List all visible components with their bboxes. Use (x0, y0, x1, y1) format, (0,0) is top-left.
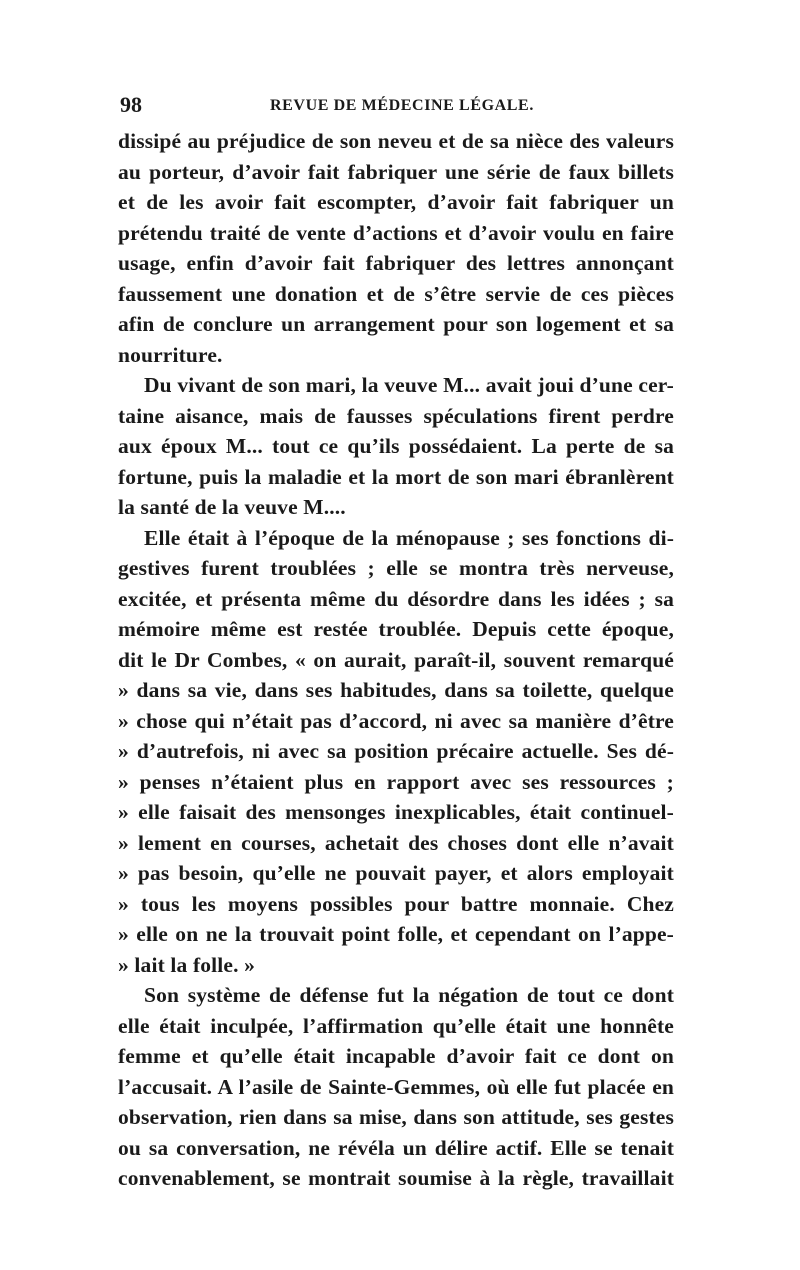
text-line: aux époux M... tout ce qu’ils possédaient. La perte de sa (118, 434, 674, 458)
text-line: excitée, et présenta même du désordre dans les idées ; sa (118, 586, 674, 611)
text-line: fortune, puis la maladie et la mort de son mari ébranlèrent (118, 464, 674, 489)
text-line: et de les avoir fait escompter, d’avoir fait fabriquer un (118, 190, 674, 214)
text-line: nourriture. (118, 342, 223, 367)
text-line: elle était inculpée, l’affirmation qu’elle était une honnête (118, 1013, 674, 1038)
page-number: 98 (120, 92, 142, 117)
text-line: » pas besoin, qu’elle ne pouvait payer, et alors employait (118, 861, 674, 885)
text-line: l’accusait. A l’asile de Sainte-Gemmes, où elle fut placée en (118, 1074, 674, 1099)
text-line: usage, enfin d’avoir fait fabriquer des lettres annonçant (118, 251, 674, 275)
text-line: ou sa conversation, ne révéla un délire actif. Elle se tenait (118, 1135, 674, 1160)
text-line: » dans sa vie, dans ses habitudes, dans sa toilette, quelque (118, 678, 674, 702)
text-line: taine aisance, mais de fausses spéculations firent perdre (118, 403, 674, 428)
text-line: » d’autrefois, ni avec sa position précaire actuelle. Ses dé- (118, 739, 674, 763)
text-line: dissipé au préjudice de son neveu et de sa nièce des valeurs (118, 129, 674, 153)
running-head: REVUE DE MÉDECINE LÉGALE. (270, 97, 534, 114)
body-text (118, 126, 674, 1194)
text-line: gestives furent troublées ; elle se montra très nerveuse, (118, 556, 674, 580)
text-line: la santé de la veuve M.... (118, 495, 346, 519)
text-line: au porteur, d’avoir fait fabriquer une série de faux billets (118, 159, 674, 184)
text-line: Du vivant de son mari, la veuve M... avait joui d’une cer- (144, 373, 674, 397)
text-line: » tous les moyens possibles pour battre monnaie. Chez (118, 891, 674, 916)
text-line: » chose qui n’était pas d’accord, ni avec sa manière d’être (118, 708, 674, 733)
text-line: » lait la folle. » (118, 952, 256, 977)
text-line: » lement en courses, achetait des choses dont elle n’avait (118, 830, 674, 855)
text-line: convenablement, se montrait soumise à la règle, travaillait (118, 1166, 674, 1190)
text-line: observation, rien dans sa mise, dans son attitude, ses gestes (118, 1105, 674, 1129)
text-line: dit le Dr Combes, « on aurait, paraît-il, souvent remarqué (118, 647, 674, 672)
page-header (120, 92, 690, 122)
text-line: » elle on ne la trouvait point folle, et cependant on l’appe- (118, 922, 674, 946)
text-line: faussement une donation et de s’être servie de ces pièces (118, 281, 674, 306)
text-line: Elle était à l’époque de la ménopause ; ses fonctions di- (144, 525, 674, 550)
text-line: afin de conclure un arrangement pour son logement et sa (118, 312, 674, 336)
text-line: mémoire même est restée troublée. Depuis cette époque, (118, 617, 674, 641)
text-line: » elle faisait des mensonges inexplicables, était continuel- (118, 800, 674, 824)
text-line: prétendu traité de vente d’actions et d’avoir voulu en faire (118, 220, 674, 245)
text-line: Son système de défense fut la négation de tout ce dont (144, 983, 674, 1007)
text-line: » penses n’étaient plus en rapport avec ses ressources ; (118, 769, 674, 794)
text-line: femme et qu’elle était incapable d’avoir fait ce dont on (118, 1044, 674, 1068)
